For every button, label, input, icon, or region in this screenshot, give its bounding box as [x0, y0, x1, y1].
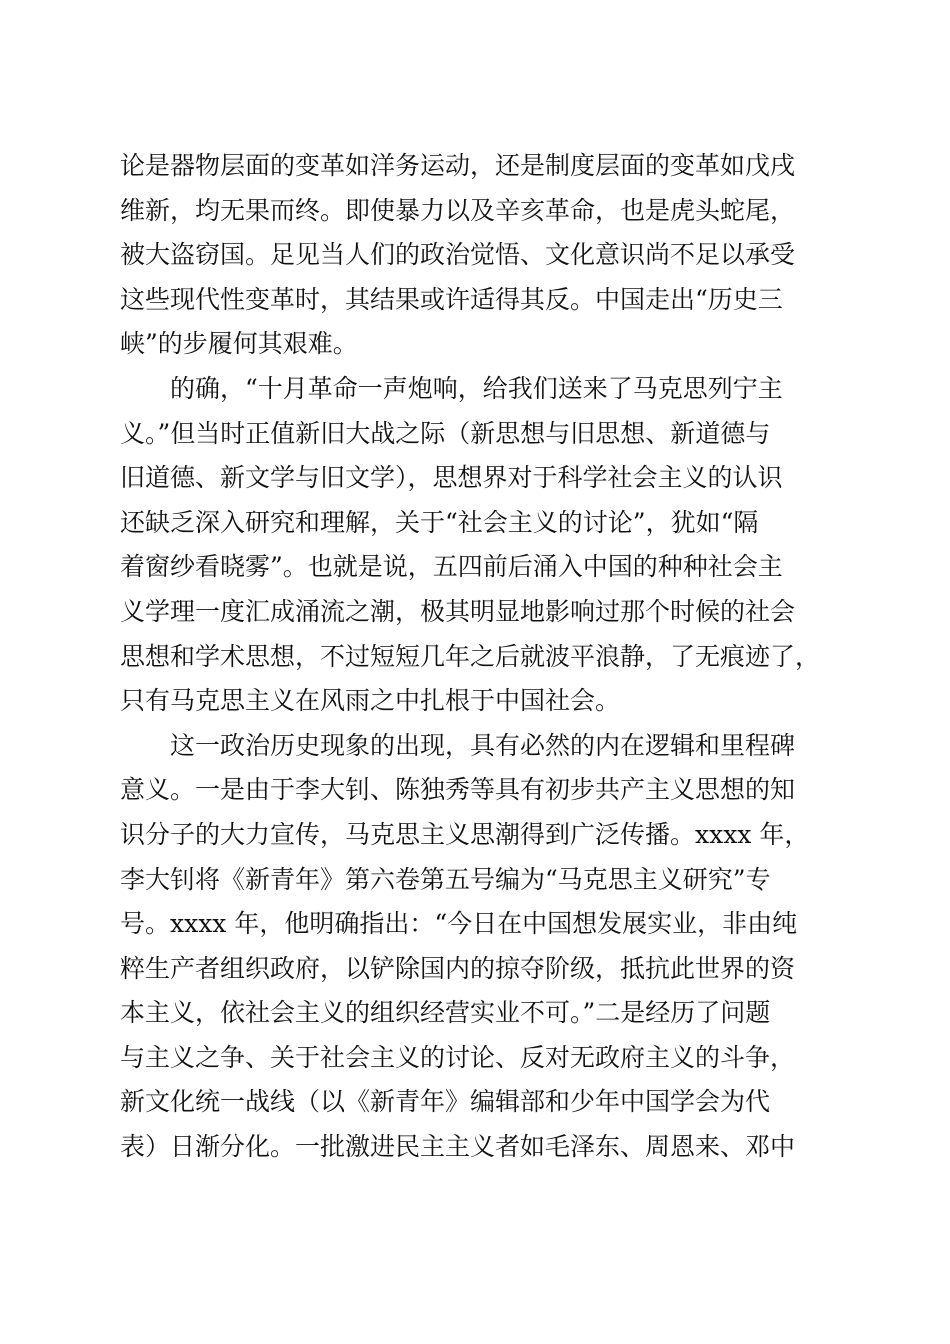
- paragraph-3-line-6: 粹生产者组织政府，以铲除国内的掠夺阶级，抵抗此世界的资: [120, 953, 796, 983]
- paragraph-1-line-1: 论是器物层面的变革如洋务运动，还是制度层面的变革如戊戌: [120, 151, 796, 180]
- paragraph-1-line-4: 这些现代性变革时，其结果或许适得其反。中国走出“历史三: [120, 284, 783, 314]
- paragraph-2-line-1: 的确，“十月革命一声炮响，给我们送来了马克思列宁主: [170, 373, 783, 403]
- paragraph-3-line-10: 表）日渐分化。一批激进民主主义者如毛泽东、周恩来、邓中: [120, 1132, 796, 1162]
- paragraph-1-line-3: 被大盗窃国。足见当人们的政治觉悟、文化意识尚不足以承受: [120, 240, 796, 270]
- paragraph-3-line-3: 识分子的大力宣传，马克思主义思潮得到广泛传播。xxxx 年，: [120, 819, 810, 849]
- body-text: [120, 144, 832, 1170]
- paragraph-3-line-1: 这一政治历史现象的出现，具有必然的内在逻辑和里程碑: [170, 730, 796, 760]
- paragraph-3-line-8: 与主义之争、关于社会主义的讨论、反对无政府主义的斗争，: [120, 1042, 796, 1072]
- paragraph-1-line-2: 维新，均无果而终。即使暴力以及辛亥革命，也是虎头蛇尾，: [120, 195, 796, 225]
- paragraph-2-line-7: 思想和学术思想，不过短短几年之后就波平浪静，了无痕迹了，: [120, 641, 821, 671]
- paragraph-3-line-5: 号。xxxx 年，他明确指出：“今日在中国想发展实业，非由纯: [120, 909, 798, 939]
- paragraph-3-line-4: 李大钊将《新青年》第六卷第五号编为“马克思主义研究”专: [120, 864, 771, 894]
- paragraph-2-line-2: 义。”但当时正值新旧大战之际（新思想与旧思想、新道德与: [120, 418, 771, 448]
- paragraph-1-line-5: 峡”的步履何其艰难。: [120, 329, 358, 359]
- paragraph-2-line-3: 旧道德、新文学与旧文学），思想界对于科学社会主义的认识: [120, 463, 783, 493]
- paragraph-2-line-6: 义学理一度汇成涌流之潮，极其明显地影响过那个时候的社会: [120, 596, 796, 626]
- paragraph-2-line-5: 着窗纱看晓雾”。也就是说，五四前后涌入中国的种种社会主: [120, 552, 783, 582]
- paragraph-3-line-2: 意义。一是由于李大钊、陈独秀等具有初步共产主义思想的知: [120, 775, 796, 805]
- paragraph-2-line-8: 只有马克思主义在风雨之中扎根于中国社会。: [120, 686, 621, 716]
- paragraph-2-line-4: 还缺乏深入研究和理解，关于“社会主义的讨论”，犹如“隔: [120, 507, 759, 537]
- paragraph-3-line-9: 新文化统一战线（以《新青年》编辑部和少年中国学会为代: [120, 1087, 771, 1117]
- paragraph-3-line-7: 本主义，依社会主义的组织经营实业不可。”二是经历了问题: [120, 998, 771, 1028]
